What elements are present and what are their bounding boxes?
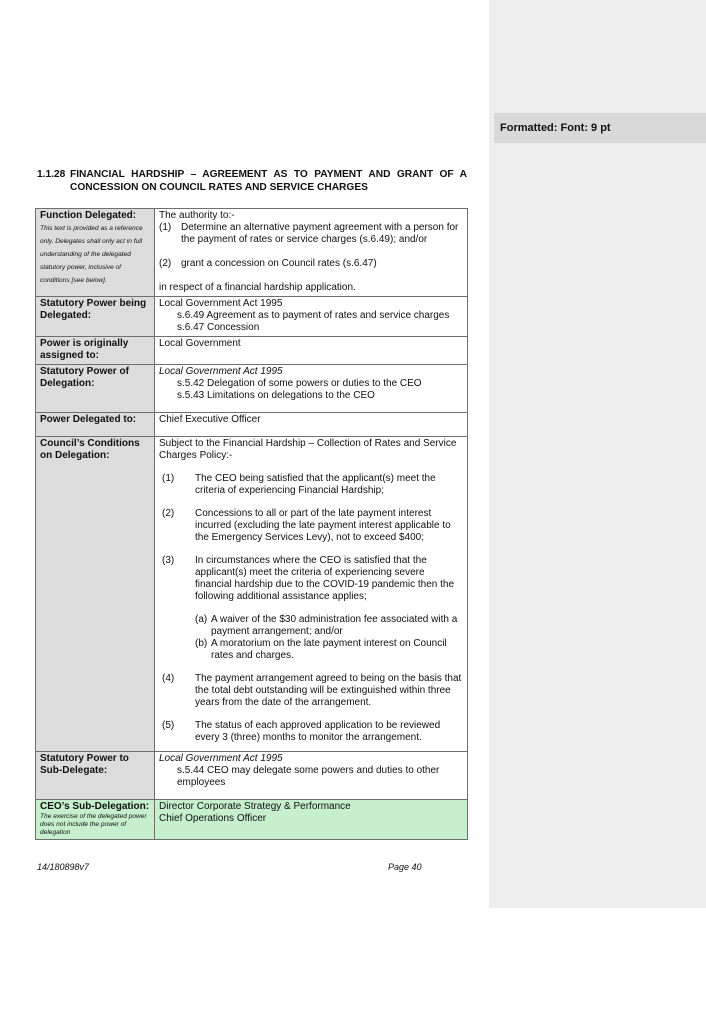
sub-item-letter: (b) <box>195 638 208 649</box>
condition-3a <box>195 614 463 638</box>
act-name: Local Government Act 1995 <box>159 298 283 309</box>
value-cell <box>155 752 468 800</box>
section-number: 1.1.28 <box>37 169 66 180</box>
condition-4 <box>162 673 463 709</box>
condition-text: In circumstances where the CEO is satisfied that the applicant(s) meet the criteria of experiencing severe financial hardship due to the COVID-19 pandemic then the following additional assistance applies; <box>195 555 455 602</box>
authority-intro: The authority to:- <box>159 210 235 221</box>
section-ref: s.5.44 CEO may delegate some powers and duties to other employees <box>177 765 440 788</box>
item-text: grant a concession on Council rates (s.6.47) <box>181 258 377 269</box>
spacer <box>159 544 463 555</box>
section-ref: s.6.49 Agreement as to payment of rates and service charges <box>177 310 450 321</box>
condition-number: (1) <box>162 473 175 484</box>
authority-item-2 <box>159 258 463 270</box>
item-number: (1) <box>159 222 172 233</box>
row-power-assigned <box>36 337 468 365</box>
condition-2 <box>162 508 463 544</box>
row-power-of-delegation <box>36 365 468 413</box>
comment-header[interactable]: Formatted: Font: 9 pt <box>494 113 706 143</box>
condition-5 <box>162 720 463 744</box>
condition-3b <box>195 638 463 662</box>
item-number: (2) <box>159 258 172 269</box>
sub-item-text: A moratorium on the late payment interest on Council rates and charges. <box>211 638 447 661</box>
condition-text: The status of each approved application to be reviewed every 3 (three) months to monitor the arrangement. <box>195 720 441 743</box>
label-sub-delegate-power: Statutory Power to Sub-Delegate: <box>36 752 155 800</box>
spacer <box>195 603 463 614</box>
sub-item-text: A waiver of the $30 administration fee associated with a payment arrangement; and/or <box>211 614 458 637</box>
section-ref: s.5.42 Delegation of some powers or duties to the CEO <box>177 378 422 389</box>
sub-item-letter: (a) <box>195 614 208 625</box>
section-ref: s.6.47 Concession <box>177 322 260 333</box>
condition-text: The CEO being satisfied that the applicant(s) meet the criteria of experiencing Financial Hardship; <box>195 473 436 496</box>
label-power-of-delegation: Statutory Power of Delegation: <box>36 365 155 413</box>
value-local-government: Local Government <box>155 337 468 365</box>
authority-closing: in respect of a financial hardship application. <box>159 282 356 293</box>
label-function-delegated: Function Delegated: <box>40 210 137 221</box>
spacer <box>159 662 463 673</box>
section-ref: s.5.43 Limitations on delegations to the CEO <box>177 390 375 401</box>
authority-item-1 <box>159 222 463 246</box>
row-sub-delegate-power <box>36 752 468 800</box>
section-title: FINANCIAL HARDSHIP – AGREEMENT AS TO PAYMENT AND GRANT OF A CONCESSION ON COUNCIL RATES AND SERVICE CHARGES <box>70 169 467 193</box>
condition-number: (4) <box>162 673 175 684</box>
value-cell <box>155 800 468 840</box>
spacer <box>159 246 463 258</box>
delegation-table <box>35 208 468 840</box>
condition-1 <box>162 473 463 497</box>
value-ceo: Chief Executive Officer <box>155 413 468 437</box>
sub-delegate-director: Director Corporate Strategy & Performance <box>159 801 351 812</box>
condition-number: (2) <box>162 508 175 519</box>
row-function-delegated <box>36 209 468 297</box>
condition-3 <box>162 555 463 662</box>
spacer <box>159 270 463 282</box>
value-cell <box>155 437 468 752</box>
label-cell <box>36 800 155 840</box>
act-name: Local Government Act 1995 <box>159 366 283 377</box>
row-ceo-sub-delegation <box>36 800 468 840</box>
act-name: Local Government Act 1995 <box>159 753 283 764</box>
spacer <box>159 462 463 473</box>
value-cell <box>155 209 468 297</box>
section-heading <box>37 169 467 194</box>
label-power-assigned: Power is originally assigned to: <box>36 337 155 365</box>
reference-note: This text is provided as a reference only. Delegates shall only act in full understanding of the delegated statutory power, inclusive of conditions [see below]. <box>40 225 143 284</box>
condition-number: (5) <box>162 720 175 731</box>
page-number: Page 40 <box>388 862 422 872</box>
spacer <box>159 497 463 508</box>
condition-text: The payment arrangement agreed to being on the basis that the total debt outstanding will be extinguished within three years from the date of the arrangement. <box>195 673 462 708</box>
row-power-delegated-to <box>36 413 468 437</box>
label-cell <box>36 209 155 297</box>
label-power-delegated-to: Power Delegated to: <box>36 413 155 437</box>
conditions-intro: Subject to the Financial Hardship – Collection of Rates and Service Charges Policy:- <box>159 438 457 461</box>
condition-text: Concessions to all or part of the late payment interest incurred (excluding the late payment interest applicable to the Emergency Services Levy), not to exceed $400; <box>195 508 451 543</box>
sub-delegation-note: The exercise of the delegated power does not include the power of delegation <box>40 813 147 836</box>
value-cell <box>155 297 468 337</box>
row-statutory-power <box>36 297 468 337</box>
document-id: 14/180898v7 <box>37 862 90 872</box>
label-council-conditions: Council’s Conditions on Delegation: <box>36 437 155 752</box>
condition-number: (3) <box>162 555 175 566</box>
sub-delegate-coo: Chief Operations Officer <box>159 813 267 824</box>
item-text: Determine an alternative payment agreement with a person for the payment of rates or service charges (s.6.49); and/or <box>181 222 459 245</box>
row-council-conditions <box>36 437 468 752</box>
spacer <box>159 744 463 749</box>
label-ceo-sub-delegation: CEO’s Sub-Delegation: <box>40 801 150 812</box>
value-cell <box>155 365 468 413</box>
label-statutory-power: Statutory Power being Delegated: <box>36 297 155 337</box>
spacer <box>159 709 463 720</box>
